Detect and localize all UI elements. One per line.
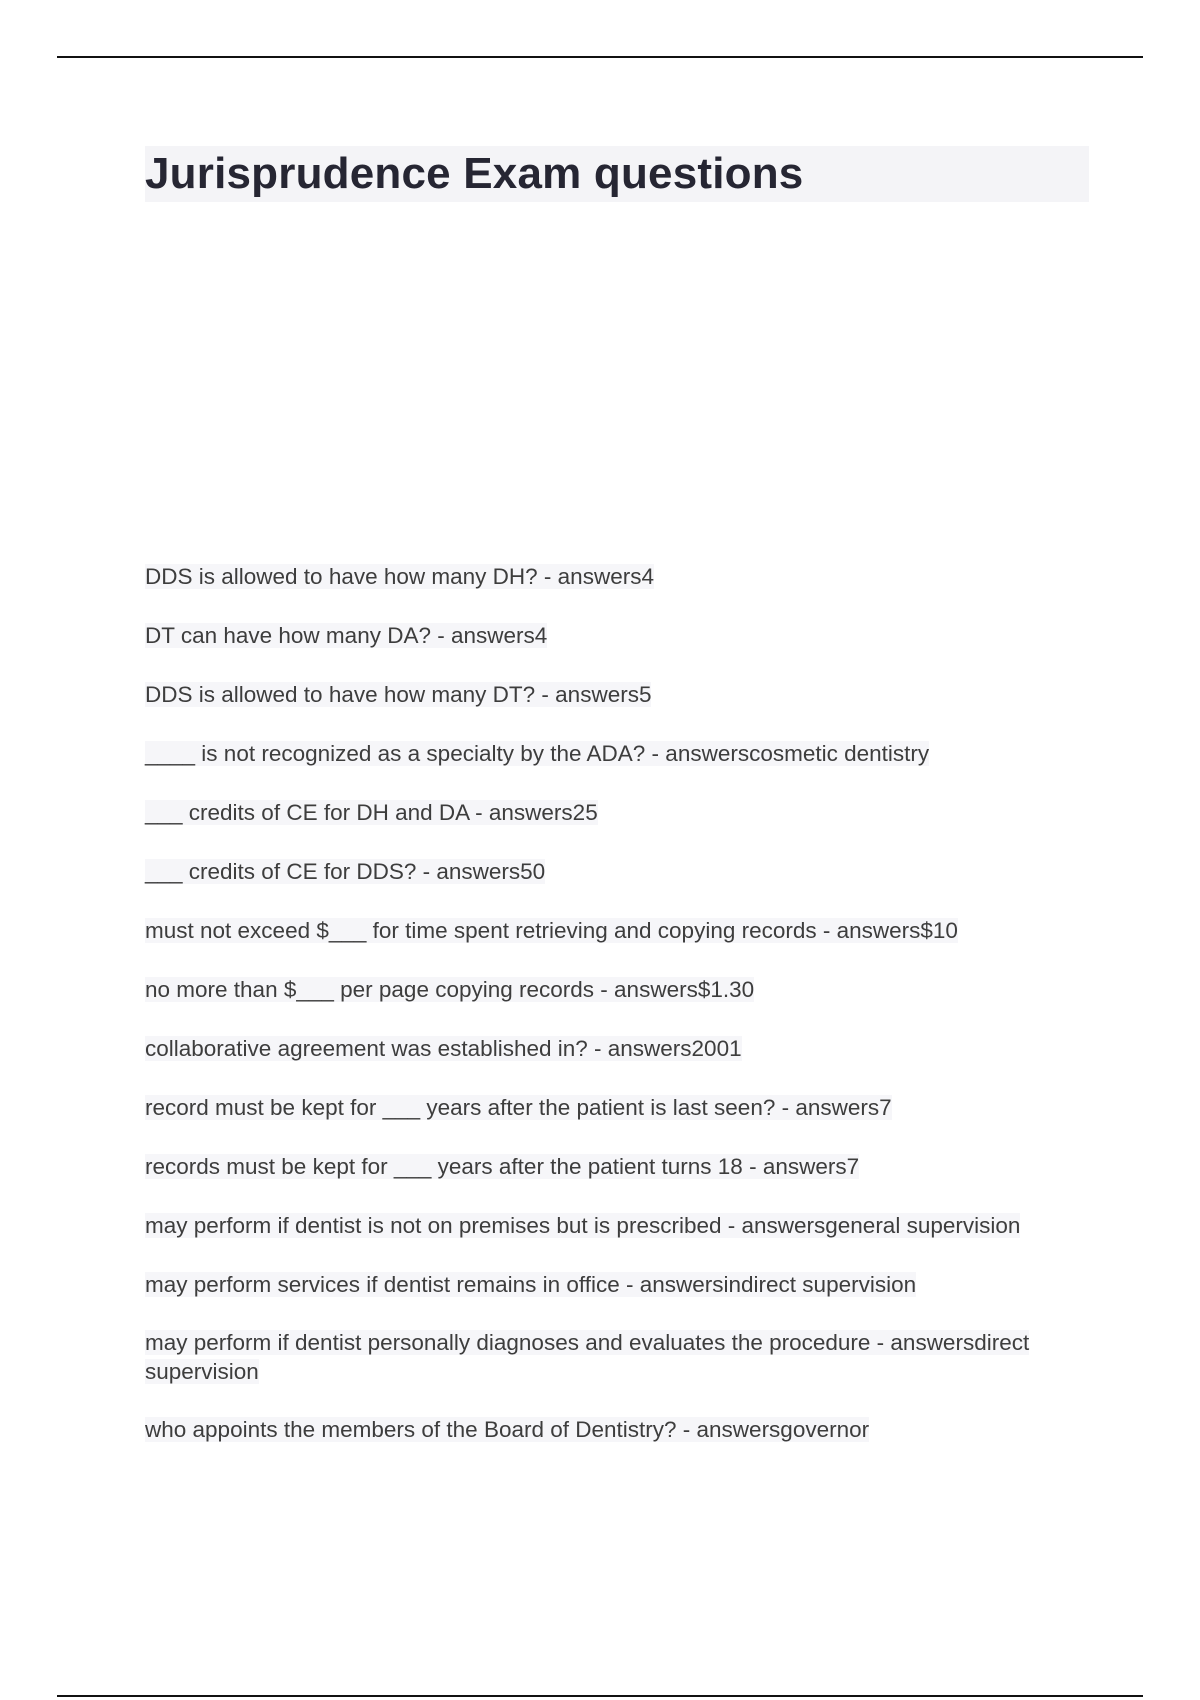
question-answer-text: ___ credits of CE for DH and DA - answers25 (145, 800, 598, 825)
question-answer-text: collaborative agreement was established in? - answers2001 (145, 1036, 742, 1061)
question-answer-text: record must be kept for ___ years after the patient is last seen? - answers7 (145, 1095, 892, 1120)
list-item (145, 917, 1095, 948)
header-rule (57, 56, 1143, 58)
list-item (145, 1153, 1095, 1184)
list-item (145, 1035, 1095, 1066)
question-answer-text: no more than $___ per page copying records - answers$1.30 (145, 977, 755, 1002)
question-answer-text: may perform if dentist is not on premises but is prescribed - answersgeneral supervision (145, 1213, 1021, 1238)
question-answer-text: ___ credits of CE for DDS? - answers50 (145, 859, 546, 884)
list-item (145, 740, 1095, 771)
question-list (145, 563, 1095, 1475)
list-item (145, 622, 1095, 653)
list-item (145, 1330, 1095, 1388)
list-item (145, 858, 1095, 889)
list-item (145, 1094, 1095, 1125)
footer-rule (57, 1695, 1143, 1697)
question-answer-text: must not exceed $___ for time spent retrieving and copying records - answers$10 (145, 918, 958, 943)
question-answer-text: DT can have how many DA? - answers4 (145, 623, 548, 648)
question-answer-text: may perform services if dentist remains in office - answersindirect supervision (145, 1272, 917, 1297)
list-item (145, 1271, 1095, 1302)
question-answer-text: ____ is not recognized as a specialty by the ADA? - answerscosmetic dentistry (145, 741, 930, 766)
list-item (145, 1416, 1095, 1447)
list-item (145, 681, 1095, 712)
question-answer-text: who appoints the members of the Board of Dentistry? - answersgovernor (145, 1417, 870, 1442)
list-item (145, 976, 1095, 1007)
list-item (145, 563, 1095, 594)
list-item (145, 1212, 1095, 1243)
question-answer-text: may perform if dentist personally diagnoses and evaluates the procedure - answersdirect supervision (145, 1330, 1030, 1384)
question-answer-text: DDS is allowed to have how many DT? - answers5 (145, 682, 652, 707)
question-answer-text: records must be kept for ___ years after the patient turns 18 - answers7 (145, 1154, 860, 1179)
list-item (145, 799, 1095, 830)
question-answer-text: DDS is allowed to have how many DH? - answers4 (145, 564, 654, 589)
page-title: Jurisprudence Exam questions (145, 149, 804, 198)
